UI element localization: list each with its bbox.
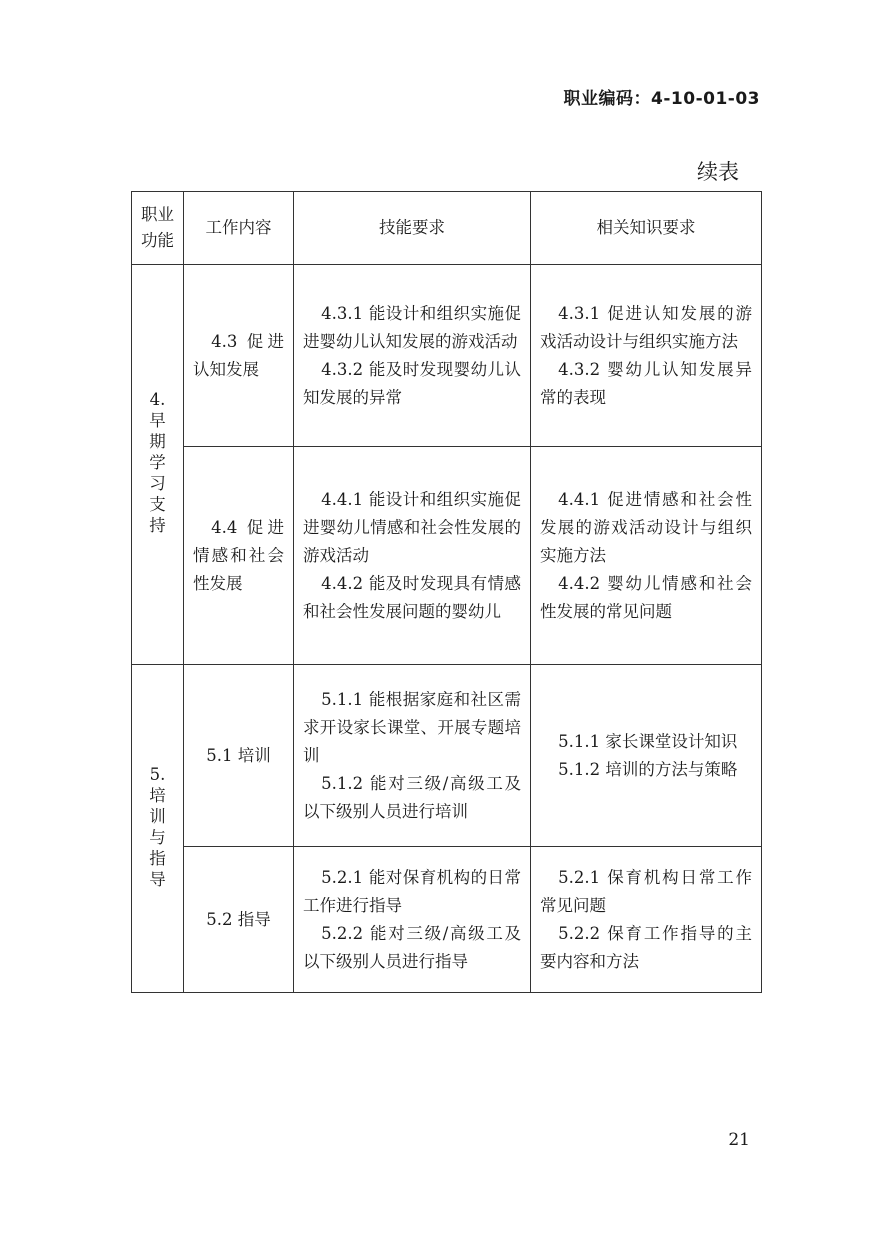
skill-cell: 4.4.1 能设计和组织实施促进婴幼儿情感和社会性发展的游戏活动 4.4.2 能及时发现具有情感和社会性发展问题的婴幼儿 bbox=[294, 447, 531, 665]
work-content-cell: 5.2 指导 bbox=[184, 847, 294, 993]
skill-cell: 5.2.1 能对保育机构的日常工作进行指导 5.2.2 能对三级/高级工及以下级别人员进行指导 bbox=[294, 847, 531, 993]
skill-cell: 4.3.1 能设计和组织实施促进婴幼儿认知发展的游戏活动 4.3.2 能及时发现婴幼儿认知发展的异常 bbox=[294, 265, 531, 447]
work-content-cell: 5.1 培训 bbox=[184, 665, 294, 847]
header-function: 职业 功能 bbox=[132, 192, 184, 265]
table-header-row bbox=[132, 192, 762, 265]
function-cell-training-guidance: 5. 培 训 与 指 导 bbox=[132, 665, 184, 993]
header-knowledge-requirements: 相关知识要求 bbox=[531, 192, 762, 265]
table-row bbox=[132, 847, 762, 993]
function-cell-early-learning: 4. 早 期 学 习 支 持 bbox=[132, 265, 184, 665]
table-row bbox=[132, 665, 762, 847]
knowledge-cell: 4.3.1 促进认知发展的游戏活动设计与组织实施方法 4.3.2 婴幼儿认知发展异常的表现 bbox=[531, 265, 762, 447]
work-content-cell: 4.3 促进认知发展 bbox=[184, 265, 294, 447]
continued-table-label: 续表 bbox=[697, 160, 739, 184]
knowledge-cell: 5.2.1 保育机构日常工作常见问题 5.2.2 保育工作指导的主要内容和方法 bbox=[531, 847, 762, 993]
work-content-cell: 4.4 促进情感和社会性发展 bbox=[184, 447, 294, 665]
skill-cell: 5.1.1 能根据家庭和社区需求开设家长课堂、开展专题培训 5.1.2 能对三级/高级工及以下级别人员进行培训 bbox=[294, 665, 531, 847]
page-number: 21 bbox=[728, 1130, 750, 1150]
knowledge-cell: 5.1.1 家长课堂设计知识 5.1.2 培训的方法与策略 bbox=[531, 665, 762, 847]
header-work-content: 工作内容 bbox=[184, 192, 294, 265]
skills-table bbox=[131, 191, 762, 993]
header-skill-requirements: 技能要求 bbox=[294, 192, 531, 265]
occupation-code: 职业编码：4-10-01-03 bbox=[563, 89, 760, 109]
table-row bbox=[132, 265, 762, 447]
table-row bbox=[132, 447, 762, 665]
knowledge-cell: 4.4.1 促进情感和社会性发展的游戏活动设计与组织实施方法 4.4.2 婴幼儿情感和社会性发展的常见问题 bbox=[531, 447, 762, 665]
